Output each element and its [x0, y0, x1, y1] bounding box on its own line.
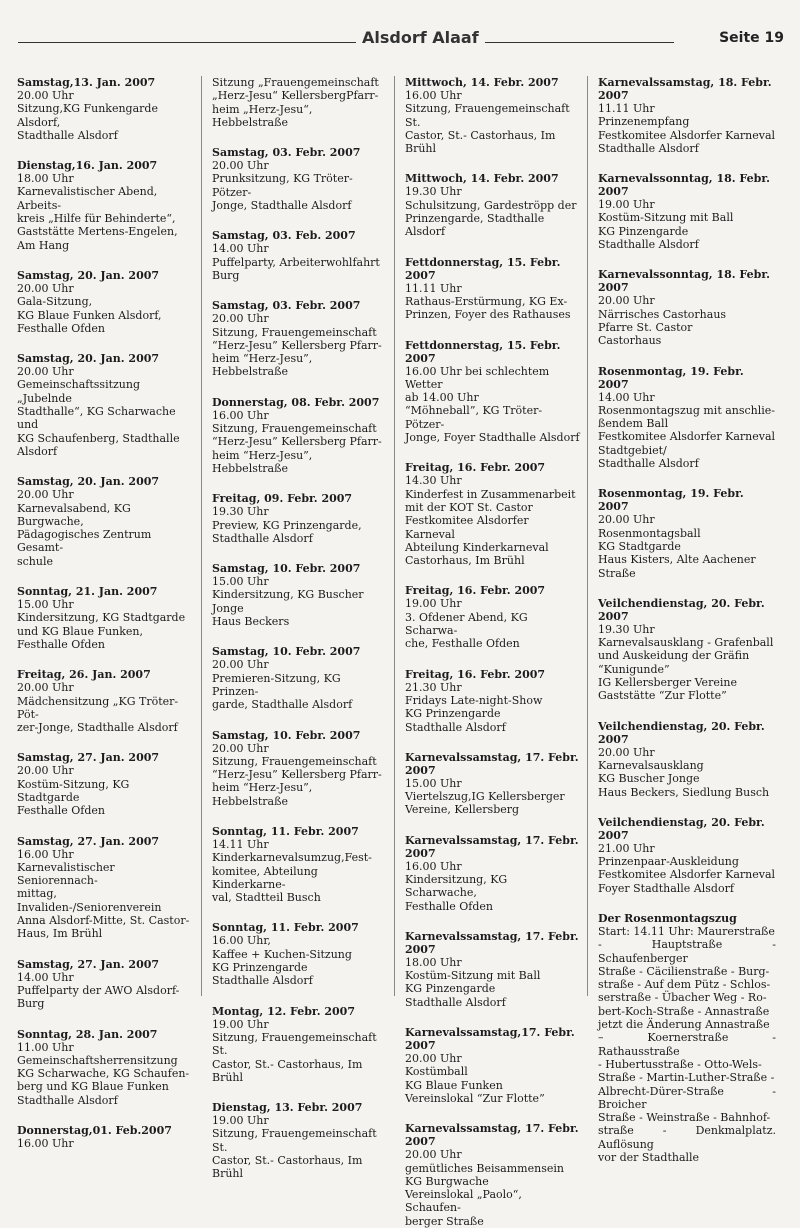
event-entry	[17, 751, 195, 817]
event-detail-line: straße - Denkmalplatz. Auflösung	[598, 1124, 776, 1151]
event-detail-line: Karnevalistischer Seniorennach-	[17, 860, 115, 888]
event-entry	[598, 365, 776, 471]
event-detail-line: Sitzung, Frauengemeinschaft St.	[212, 1030, 377, 1058]
event-date: Freitag, 26. Jan. 2007	[17, 668, 151, 682]
event-detail-line: val, Stadtteil Busch	[212, 891, 321, 905]
event-detail-line: Start: 14.11 Uhr: Maurerstraße	[598, 924, 775, 938]
event-detail-line: „Herz-Jesu“ KellersbergPfarr-	[212, 89, 379, 103]
event-date: Karnevalssamstag,17. Febr. 2007	[405, 1026, 575, 1053]
event-detail-line: Fridays Late-night-Show	[405, 693, 543, 707]
event-entry	[598, 487, 776, 579]
event-date: Der Rosenmontagszug	[598, 911, 737, 925]
event-date: Rosenmontag, 19. Febr. 2007	[598, 487, 744, 514]
event-detail-line: Schulsitzung, Gardeströpp der	[405, 198, 577, 212]
event-detail-line: Puffelparty, Arbeiterwohlfahrt	[212, 255, 380, 269]
event-date: Rosenmontag, 19. Febr. 2007	[598, 364, 744, 391]
event-date: Karnevalssamstag, 17. Febr. 2007	[405, 750, 579, 777]
event-detail-line: KG Prinzengarde	[405, 707, 501, 721]
event-detail-line: Anna Alsdorf-Mitte, St. Castor-	[17, 914, 190, 928]
event-date: Samstag, 27. Jan. 2007	[17, 957, 160, 971]
event-date: Sonntag, 11. Febr. 2007	[212, 921, 359, 935]
event-entry	[17, 76, 195, 142]
event-detail-line: Castorhaus	[598, 334, 662, 348]
event-detail-line: kreis „Hilfe für Behinderte“,	[17, 212, 176, 226]
event-detail-line: Stadtgebiet/	[598, 443, 667, 457]
event-entry	[17, 585, 195, 651]
event-date: Dienstag,16. Jan. 2007	[17, 159, 158, 173]
event-detail-line: 19.30 Uhr	[212, 505, 269, 519]
event-detail-line: Prinzenempfang	[598, 115, 690, 129]
event-detail-line: IG Kellersberger Vereine	[598, 676, 737, 690]
event-detail-line: mit der KOT St. Castor	[405, 500, 533, 514]
event-detail-line: 20.00 Uhr	[212, 312, 269, 326]
event-entry	[405, 172, 581, 238]
event-detail-line: Sitzung „Frauengemeinschaft	[212, 76, 379, 89]
event-detail-line: Stadthalle Alsdorf	[405, 720, 506, 734]
event-detail-line: 3. Ofdener Abend, KG Scharwa-	[405, 610, 528, 638]
event-date: Dienstag, 13. Febr. 2007	[212, 1101, 363, 1115]
event-detail-line: 20.00 Uhr	[598, 294, 655, 308]
event-detail-line: Stadthalle Alsdorf	[212, 974, 313, 988]
event-entry	[405, 751, 581, 817]
event-detail-line: 20.00 Uhr	[17, 89, 74, 102]
event-detail-line: 14.00 Uhr	[17, 970, 74, 984]
event-detail-line: komitee, Abteilung Kinderkarne-	[212, 864, 318, 891]
event-entry	[17, 835, 195, 941]
event-detail-line: Sitzung, Frauengemeinschaft St.	[212, 1127, 377, 1154]
event-detail-line: “Herz-Jesu” Kellersberg Pfarr-	[212, 435, 382, 449]
event-date: Mittwoch, 14. Febr. 2007	[405, 76, 559, 89]
event-detail-line: und Auskeidung der Gräfin	[598, 649, 750, 663]
event-date: Veilchendienstag, 20. Febr. 2007	[598, 719, 765, 746]
event-detail-line: Kindersitzung, KG Stadtgarde	[17, 611, 186, 625]
event-entry	[598, 76, 776, 155]
event-date: Samstag, 20. Jan. 2007	[17, 352, 160, 366]
event-detail-line: – Koernerstraße - Rathausstraße	[598, 1031, 776, 1058]
event-detail-line: Kaffee + Kuchen-Sitzung	[212, 947, 352, 961]
event-detail-line: Stadthalle Alsdorf	[17, 1093, 118, 1107]
event-detail-line: 20.00 Uhr	[212, 741, 269, 755]
event-detail-line: Festkomitee Alsdorfer Karneval	[405, 514, 529, 541]
event-detail-line: Stadthalle Alsdorf	[598, 238, 699, 252]
event-entry	[17, 159, 195, 252]
event-detail-line: Karnevalistischer Abend, Arbeits-	[17, 185, 158, 212]
event-detail-line: berg und KG Blaue Funken	[17, 1080, 169, 1094]
event-date: Karnevalssamstag, 17. Febr. 2007	[405, 929, 579, 956]
event-detail-line: Puffelparty der AWO Alsdorf-	[17, 983, 180, 997]
event-detail-line: Rathaus-Erstürmung, KG Ex-	[405, 294, 568, 308]
event-detail-line: Festkomitee Alsdorfer Karneval	[598, 430, 776, 444]
event-entry	[212, 76, 388, 129]
event-detail-line: Karnevalsausklang	[598, 758, 704, 772]
event-detail-line: garde, Stadthalle Alsdorf	[212, 698, 353, 712]
event-entry	[17, 1124, 195, 1150]
event-detail-line: Gemeinschaftssitzung „Jubelnde	[17, 378, 141, 405]
event-date: Karnevalssonntag, 18. Febr. 2007	[598, 268, 770, 295]
event-detail-line: Rosenmontagsball	[598, 526, 701, 540]
event-detail-line: 20.00 Uhr	[212, 658, 269, 672]
event-detail-line: KG Blaue Funken	[405, 1078, 503, 1092]
page-header	[18, 26, 784, 60]
event-detail-line: Gala-Sitzung,	[17, 295, 93, 309]
event-date: Freitag, 09. Febr. 2007	[212, 492, 353, 506]
event-date: Karnevalssamstag, 18. Febr. 2007	[598, 76, 772, 102]
event-detail-line: KG Pinzengarde	[598, 224, 689, 238]
event-entry	[212, 146, 388, 212]
event-detail-line: Haus Beckers	[212, 615, 290, 629]
event-date: Samstag, 03. Feb. 2007	[212, 229, 356, 243]
event-detail-line: Sitzung, Frauengemeinschaft St.	[405, 102, 570, 129]
event-detail-line: Gaststätte “Zur Flotte”	[598, 689, 727, 703]
event-detail-line: 19.00 Uhr	[598, 198, 655, 212]
header-title: Alsdorf Alaaf	[356, 28, 485, 47]
event-date: Fettdonnerstag, 15. Febr. 2007	[405, 255, 561, 282]
event-detail-line: 16.00 Uhr	[17, 1137, 74, 1151]
event-entry	[598, 172, 776, 251]
event-detail-line: Haus Beckers, Siedlung Busch	[598, 785, 770, 799]
event-detail-line: Stadthalle Alsdorf	[212, 531, 313, 545]
event-detail-line: heim „Herz-Jesu“, Hebbelstraße	[212, 102, 313, 129]
event-entry	[212, 1101, 388, 1180]
event-detail-line: Castor, St.- Castorhaus, Im Brühl	[212, 1154, 363, 1181]
event-detail-line: Festhalle Ofden	[17, 321, 106, 335]
event-detail-line: berger Straße	[405, 1214, 484, 1228]
event-detail-line: “Herz-Jesu” Kellersberg Pfarr-	[212, 338, 382, 352]
event-detail-line: 20.00 Uhr	[212, 159, 269, 173]
event-detail-line: 15.00 Uhr	[405, 776, 462, 790]
event-detail-line: Kostüm-Sitzung mit Ball	[598, 211, 734, 225]
event-column-4	[596, 76, 782, 1165]
event-detail-line: 14.30 Uhr	[405, 474, 462, 488]
event-detail-line: 19.00 Uhr	[212, 1114, 269, 1128]
event-detail-line: Premieren-Sitzung, KG Prinzen-	[212, 671, 341, 698]
event-detail-line: Burg	[212, 268, 240, 282]
event-detail-line: Vereine, Kellersberg	[405, 803, 520, 817]
event-detail-line: che, Festhalle Ofden	[405, 637, 520, 651]
event-detail-line: Haus, Im Brühl	[17, 927, 103, 941]
event-detail-line: - Hubertusstraße - Otto-Wels-	[598, 1057, 762, 1071]
event-entry	[212, 729, 388, 808]
event-entry	[212, 492, 388, 545]
event-detail-line: 18.00 Uhr	[17, 172, 74, 186]
event-detail-line: Haus Kisters, Alte Aachener	[598, 553, 756, 567]
event-detail-line: 20.00 Uhr	[598, 513, 655, 527]
event-entry	[17, 958, 195, 1011]
event-detail-line: 14.00 Uhr	[212, 242, 269, 256]
event-detail-line: Kostümball	[405, 1065, 468, 1079]
event-date: Samstag, 03. Febr. 2007	[212, 299, 361, 313]
event-detail-line: 16.00 Uhr bei schlechtem Wetter	[405, 364, 550, 391]
event-detail-line: Sitzung,KG Funkengarde Alsdorf,	[17, 102, 158, 129]
event-detail-line: Prinzen, Foyer des Rathauses	[405, 308, 571, 322]
event-detail-line: Am Hang	[17, 238, 70, 252]
event-detail-line: 20.00 Uhr	[17, 764, 74, 778]
event-detail-line: Straße	[598, 566, 636, 580]
event-column-1	[17, 76, 202, 1151]
event-detail-line: KG Stadtgarde	[598, 539, 681, 553]
event-detail-line: Festkomitee Alsdorfer Karneval	[598, 868, 776, 882]
event-detail-line: und KG Blaue Funken,	[17, 624, 144, 638]
event-detail-line: Castor, St.- Castorhaus, Im Brühl	[405, 128, 556, 156]
event-detail-line: Castor, St.- Castorhaus, Im Brühl	[212, 1057, 363, 1084]
event-detail-line: 19.00 Uhr	[405, 597, 462, 611]
event-entry	[212, 562, 388, 628]
event-detail-line: Pfarre St. Castor	[598, 320, 693, 334]
event-detail-line: 20.00 Uhr	[17, 365, 74, 379]
event-entry	[17, 475, 195, 568]
event-date: Veilchendienstag, 20. Febr. 2007	[598, 596, 765, 623]
event-detail-line: Preview, KG Prinzengarde,	[212, 518, 362, 532]
event-detail-line: 21.00 Uhr	[598, 841, 655, 855]
event-detail-line: Albrecht-Dürer-Straße - Broicher	[598, 1084, 776, 1111]
event-entry	[17, 668, 195, 734]
event-detail-line: 20.00 Uhr	[17, 281, 74, 295]
event-detail-line: Sitzung, Frauengemeinschaft	[212, 422, 377, 436]
event-detail-line: Kostüm-Sitzung mit Ball	[405, 969, 541, 983]
event-detail-line: Stadthalle“, KG Scharwache und	[17, 405, 176, 432]
event-detail-line: KG Schaufenberg, Stadthalle	[17, 431, 180, 445]
event-detail-line: Vereinslokal “Zur Flotte”	[405, 1091, 545, 1105]
event-detail-line: ßendem Ball	[598, 417, 669, 431]
event-detail-line: Vereinslokal „Paolo“, Schaufen-	[405, 1188, 522, 1215]
event-detail-line: Alsdorf	[17, 444, 58, 458]
event-detail-line: 16.00 Uhr	[17, 847, 74, 861]
event-detail-line: Castorhaus, Im Brühl	[405, 554, 525, 568]
event-date: Karnevalssonntag, 18. Febr. 2007	[598, 172, 770, 199]
event-date: Samstag,13. Jan. 2007	[17, 76, 156, 89]
event-entry	[405, 256, 581, 322]
event-date: Sonntag, 21. Jan. 2007	[17, 585, 158, 599]
event-detail-line: 16.00 Uhr,	[212, 934, 271, 948]
event-date: Montag, 12. Febr. 2007	[212, 1004, 355, 1018]
event-detail-line: bert-Koch-Straße - Annastraße	[598, 1004, 770, 1018]
event-detail-line: Abteilung Kinderkarneval	[405, 540, 549, 554]
event-detail-line: Jonge, Stadthalle Alsdorf	[212, 199, 352, 213]
event-entry	[598, 268, 776, 347]
event-detail-line: - Hauptstraße - Schaufenberger	[598, 938, 776, 965]
event-detail-line: 15.00 Uhr	[17, 598, 74, 612]
event-detail-line: KG Burgwache	[405, 1174, 489, 1188]
event-entry	[212, 825, 388, 904]
event-entry	[212, 1005, 388, 1084]
event-detail-line: Prunksitzung, KG Tröter-Pötzer-	[212, 172, 353, 199]
event-date: Samstag, 10. Febr. 2007	[212, 562, 361, 576]
event-detail-line: “Herz-Jesu” Kellersberg Pfarr-	[212, 768, 382, 782]
event-entry	[598, 816, 776, 895]
event-detail-line: Kindersitzung, KG Buscher Jonge	[212, 588, 364, 615]
event-detail-line: 11.00 Uhr	[17, 1040, 74, 1054]
event-detail-line: KG Buscher Jonge	[598, 772, 700, 786]
event-detail-line: gemütliches Beisammensein	[405, 1161, 564, 1175]
event-detail-line: KG Scharwache, KG Schaufen-	[17, 1067, 190, 1081]
event-detail-line: heim “Herz-Jesu”, Hebbelstraße	[212, 448, 313, 475]
event-detail-line: Festkomitee Alsdorfer Karneval	[598, 128, 776, 142]
event-detail-line: “Möhneball”, KG Tröter-Pötzer-	[405, 404, 543, 431]
event-entry	[17, 1028, 195, 1107]
event-date: Sonntag, 11. Febr. 2007	[212, 824, 359, 838]
event-date: Freitag, 16. Febr. 2007	[405, 667, 546, 681]
event-entry	[212, 229, 388, 282]
event-detail-line: 21.30 Uhr	[405, 680, 462, 694]
event-detail-line: Festhalle Ofden	[405, 899, 494, 913]
event-date: Freitag, 16. Febr. 2007	[405, 584, 546, 598]
event-detail-line: Kostüm-Sitzung, KG Stadtgarde	[17, 777, 130, 804]
event-detail-line: mittag, Invaliden-/Seniorenverein	[17, 887, 162, 914]
event-entry	[598, 720, 776, 799]
event-entry	[405, 461, 581, 567]
event-entry	[598, 912, 776, 1164]
event-detail-line: 14.00 Uhr	[598, 390, 655, 404]
event-detail-line: Mädchensitzung „KG Tröter-Pöt-	[17, 694, 179, 721]
header-rule	[18, 42, 674, 43]
event-detail-line: Rosenmontagszug mit anschlie-	[598, 403, 776, 417]
event-detail-line: heim “Herz-Jesu”, Hebbelstraße	[212, 352, 313, 379]
event-detail-line: 16.00 Uhr	[405, 859, 462, 873]
event-detail-line: Gaststätte Mertens-Engelen,	[17, 225, 178, 239]
event-date: Donnerstag,01. Feb.2007	[17, 1124, 172, 1138]
event-detail-line: Festhalle Ofden	[17, 637, 106, 651]
event-detail-line: Karnevalsabend, KG Burgwache,	[17, 501, 131, 528]
event-date: Donnerstag, 08. Febr. 2007	[212, 395, 380, 409]
event-detail-line: Festhalle Ofden	[17, 804, 106, 818]
event-detail-line: 18.00 Uhr	[405, 955, 462, 969]
event-detail-line: KG Prinzengarde	[212, 961, 308, 975]
event-date: Samstag, 20. Jan. 2007	[17, 475, 160, 489]
event-detail-line: schule	[17, 554, 54, 568]
event-entry	[212, 645, 388, 711]
event-detail-line: Kindersitzung, KG Scharwache,	[405, 872, 508, 900]
event-detail-line: vor der Stadthalle	[598, 1151, 700, 1165]
event-detail-line: 20.00 Uhr	[17, 488, 74, 502]
event-entry	[405, 930, 581, 1009]
event-detail-line: 20.00 Uhr	[17, 681, 74, 695]
event-date: Samstag, 20. Jan. 2007	[17, 268, 160, 282]
event-entry	[212, 396, 388, 475]
event-date: Samstag, 27. Jan. 2007	[17, 834, 160, 848]
event-detail-line: 19.30 Uhr	[598, 622, 655, 636]
event-detail-line: 20.00 Uhr	[598, 745, 655, 759]
event-detail-line: Burg	[17, 997, 45, 1011]
event-entry	[405, 1122, 581, 1228]
event-date: Freitag, 16. Febr. 2007	[405, 461, 546, 475]
event-detail-line: 19.00 Uhr	[212, 1017, 269, 1031]
event-detail-line: straße - Auf dem Pütz - Schlos-	[598, 978, 771, 992]
event-entry	[405, 834, 581, 913]
event-detail-line: 16.00 Uhr	[405, 89, 462, 102]
event-entry	[598, 597, 776, 703]
event-column-2	[210, 76, 395, 1181]
event-entry	[17, 352, 195, 458]
event-date: Samstag, 10. Febr. 2007	[212, 645, 361, 659]
event-date: Veilchendienstag, 20. Febr. 2007	[598, 815, 765, 842]
event-column-3	[403, 76, 588, 1228]
event-detail-line: Foyer Stadthalle Alsdorf	[598, 881, 734, 895]
event-detail-line: Pädagogisches Zentrum Gesamt-	[17, 528, 152, 555]
event-date: Fettdonnerstag, 15. Febr. 2007	[405, 338, 561, 365]
event-detail-line: 16.00 Uhr	[212, 408, 269, 422]
event-entry	[405, 668, 581, 734]
event-detail-line: 20.00 Uhr	[405, 1148, 462, 1162]
event-detail-line: Straße - Cäcilienstraße - Burg-	[598, 964, 770, 978]
event-detail-line: ab 14.00 Uhr	[405, 391, 479, 405]
event-detail-line: Straße - Martin-Luther-Straße -	[598, 1071, 775, 1085]
event-detail-line: heim “Herz-Jesu”, Hebbelstraße	[212, 781, 313, 808]
event-detail-line: Stadthalle Alsdorf	[405, 995, 506, 1009]
event-entry	[405, 1026, 581, 1105]
event-detail-line: serstraße - Übacher Weg - Ro-	[598, 991, 767, 1005]
event-columns	[17, 76, 787, 1228]
event-detail-line: Stadthalle Alsdorf	[17, 128, 118, 142]
event-entry	[405, 584, 581, 650]
event-detail-line: Gemeinschaftsherrensitzung	[17, 1053, 178, 1067]
event-date: Karnevalssamstag, 17. Febr. 2007	[405, 833, 579, 860]
event-detail-line: 15.00 Uhr	[212, 575, 269, 589]
event-entry	[212, 921, 388, 987]
event-date: Samstag, 27. Jan. 2007	[17, 751, 160, 765]
event-detail-line: Stadthalle Alsdorf	[598, 457, 699, 471]
event-detail-line: 11.11 Uhr	[598, 102, 655, 115]
event-detail-line: Karnevalsausklang - Grafenball	[598, 636, 774, 650]
event-date: Sonntag, 28. Jan. 2007	[17, 1027, 158, 1041]
event-detail-line: Kinderfest in Zusammenarbeit	[405, 487, 576, 501]
event-detail-line: zer-Jonge, Stadthalle Alsdorf	[17, 721, 178, 735]
event-detail-line: 20.00 Uhr	[405, 1052, 462, 1066]
event-date: Samstag, 03. Febr. 2007	[212, 146, 361, 160]
event-detail-line: Sitzung, Frauengemeinschaft	[212, 754, 377, 768]
page-number: Seite 19	[719, 30, 784, 46]
event-detail-line: “Kunigunde”	[598, 662, 670, 676]
event-entry	[17, 269, 195, 335]
event-date: Samstag, 10. Febr. 2007	[212, 728, 361, 742]
event-entry	[212, 299, 388, 378]
event-entry	[405, 76, 581, 155]
event-detail-line: Straße - Weinstraße - Bahnhof-	[598, 1111, 771, 1125]
event-detail-line: KG Blaue Funken Alsdorf,	[17, 308, 162, 322]
event-detail-line: KG Pinzengarde	[405, 982, 496, 996]
event-detail-line: Jonge, Foyer Stadthalle Alsdorf	[405, 431, 580, 445]
event-detail-line: 14.11 Uhr	[212, 837, 269, 851]
event-detail-line: Närrisches Castorhaus	[598, 307, 727, 321]
event-detail-line: Sitzung, Frauengemeinschaft	[212, 325, 377, 339]
event-detail-line: 19.30 Uhr	[405, 185, 462, 199]
event-detail-line: Viertelszug,IG Kellersberger	[405, 790, 565, 804]
event-detail-line: Prinzenpaar-Auskleidung	[598, 855, 739, 869]
event-detail-line: 11.11 Uhr	[405, 281, 462, 295]
event-detail-line: jetzt die Änderung Annastraße	[598, 1018, 770, 1032]
event-detail-line: Prinzengarde, Stadthalle Alsdorf	[405, 212, 545, 239]
event-detail-line: Stadthalle Alsdorf	[598, 141, 699, 155]
event-date: Karnevalssamstag, 17. Febr. 2007	[405, 1122, 579, 1149]
event-detail-line: Kinderkarnevalsumzug,Fest-	[212, 851, 372, 865]
event-date: Mittwoch, 14. Febr. 2007	[405, 172, 559, 186]
event-entry	[405, 339, 581, 445]
